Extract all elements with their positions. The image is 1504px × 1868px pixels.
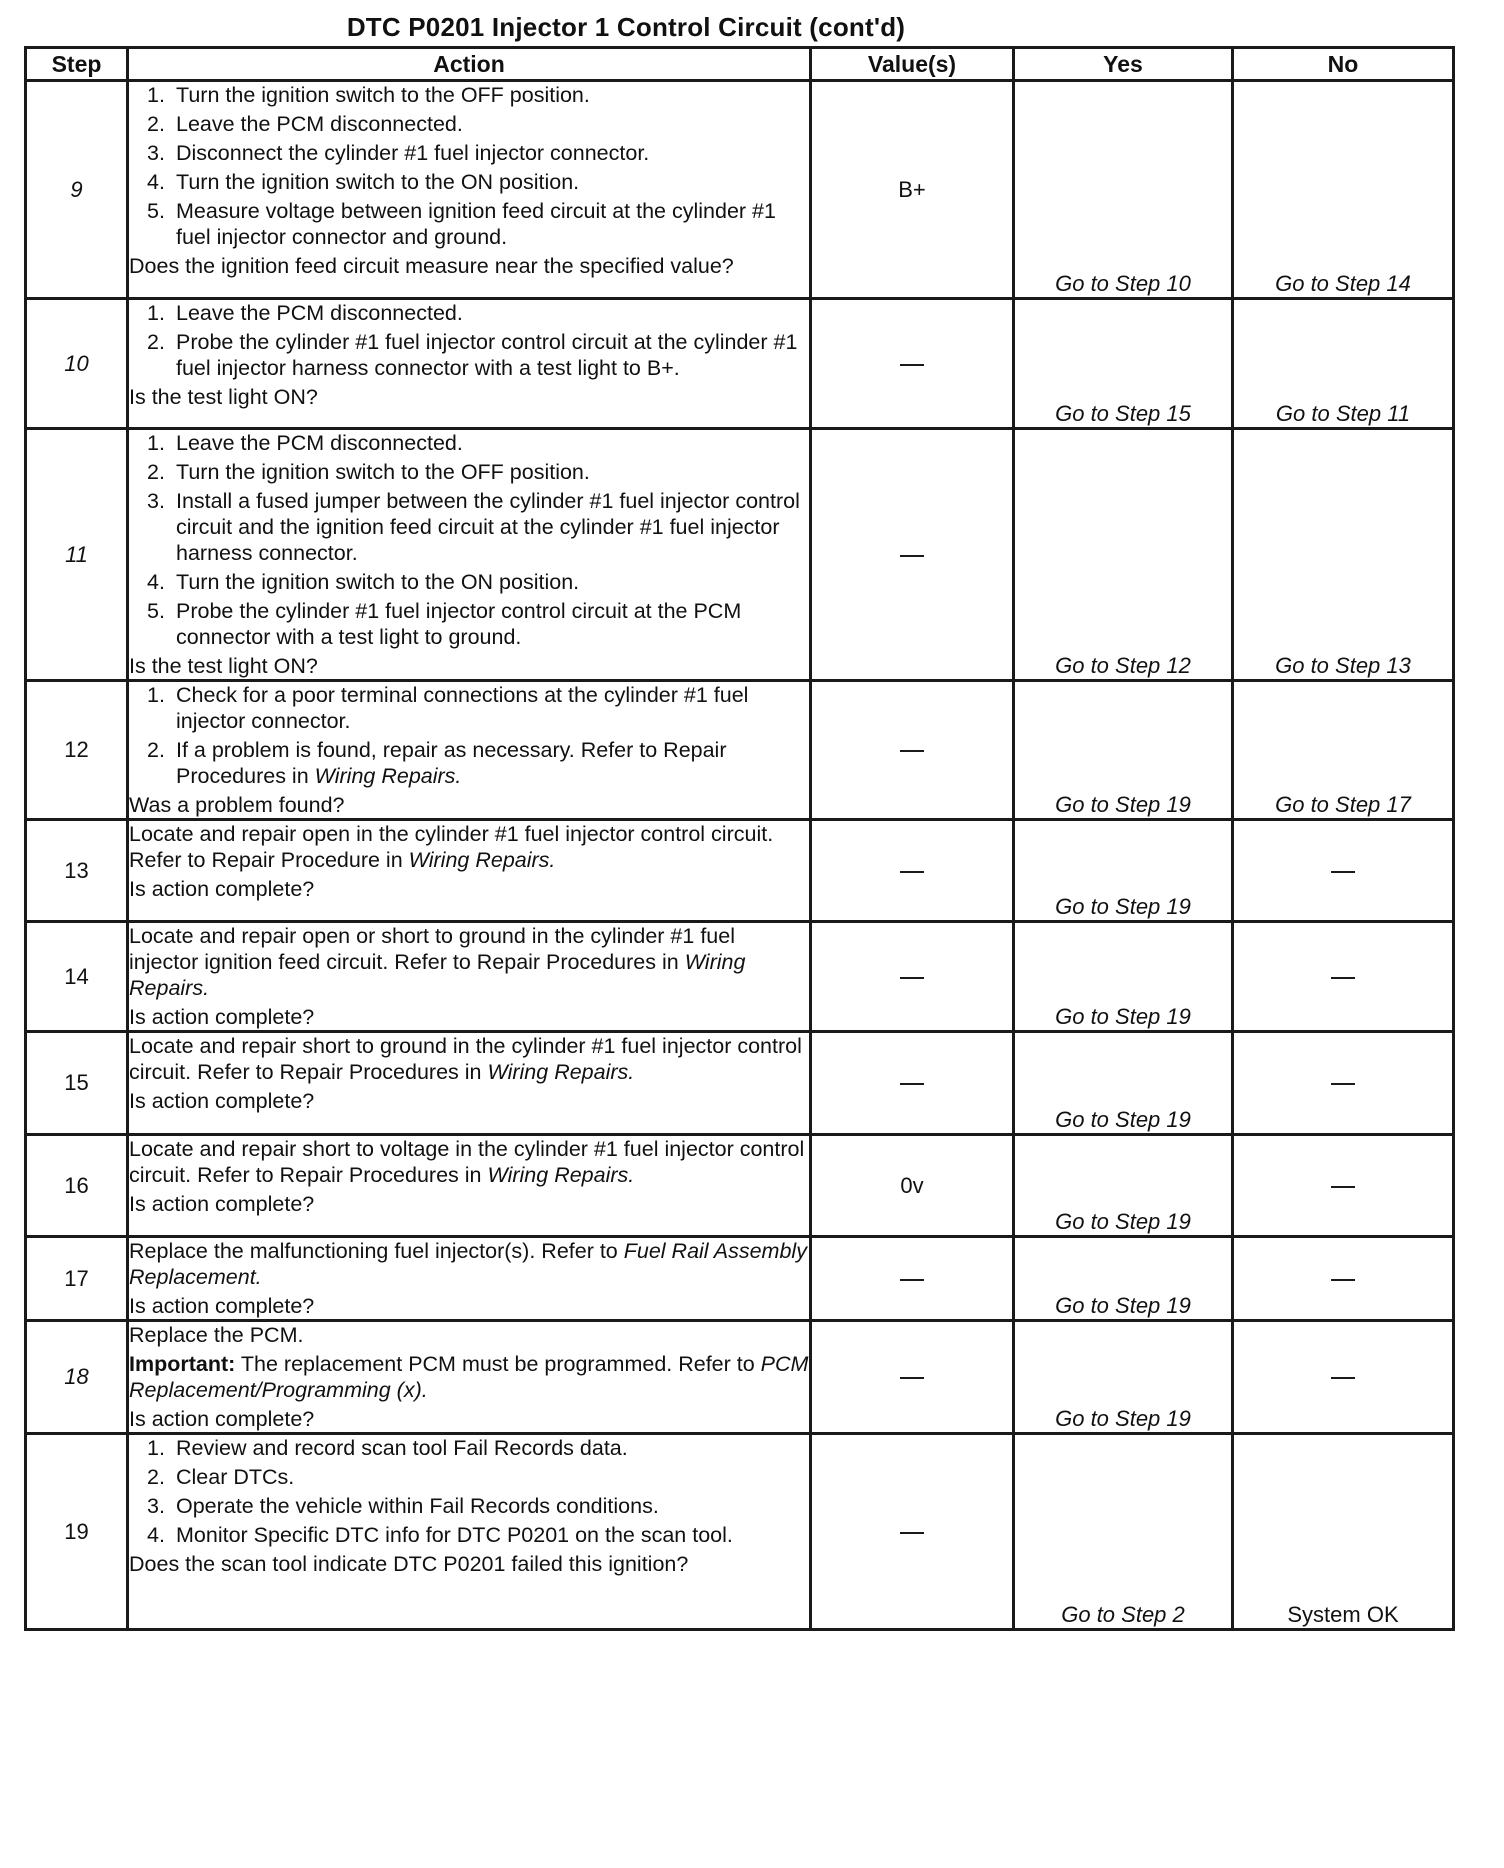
dash-mark — [900, 364, 924, 366]
action-question: Does the scan tool indicate DTC P0201 failed this ignition? — [129, 1552, 689, 1576]
dash-mark — [1331, 1377, 1355, 1379]
action-text: Replace the PCM. — [129, 1323, 304, 1347]
action-step: 1. Turn the ignition switch to the OFF position. — [147, 83, 590, 107]
action-cell — [128, 1321, 811, 1434]
diagnostic-table — [24, 46, 1455, 1631]
action-cell — [128, 1032, 811, 1135]
header-step: Step — [26, 48, 128, 81]
action-step: 2. Clear DTCs. — [147, 1465, 295, 1489]
dash-mark — [900, 1279, 924, 1281]
reference-link-text: Wiring Repairs. — [408, 848, 556, 872]
dash-mark — [1331, 977, 1355, 979]
yes-cell: Go to Step 19 — [1014, 681, 1233, 820]
no-cell: Go to Step 11 — [1233, 299, 1454, 429]
dash-mark — [1331, 871, 1355, 873]
action-text: Locate and repair short to ground in the cylinder #1 fuel injector control circuit. Refer to Repair Procedures in Wiring Repairs. — [129, 1034, 802, 1084]
value-cell — [811, 1032, 1014, 1135]
step-number: 9 — [26, 81, 128, 299]
value-cell — [811, 429, 1014, 681]
no-cell — [1233, 1321, 1454, 1434]
dash-mark — [900, 1532, 924, 1534]
value-cell — [811, 299, 1014, 429]
no-cell: Go to Step 17 — [1233, 681, 1454, 820]
action-step: 2. If a problem is found, repair as necessary. Refer to Repair Procedures in Wiring Repairs. — [147, 738, 727, 788]
step-number: 17 — [26, 1237, 128, 1321]
action-step: 2. Turn the ignition switch to the OFF position. — [147, 460, 590, 484]
action-cell — [128, 81, 811, 299]
dash-mark — [900, 750, 924, 752]
step-number: 18 — [26, 1321, 128, 1434]
action-cell — [128, 681, 811, 820]
header-action: Action — [128, 48, 811, 81]
action-question: Is action complete? — [129, 1089, 315, 1113]
table-row — [26, 681, 1454, 820]
step-number: 11 — [26, 429, 128, 681]
table-row — [26, 299, 1454, 429]
reference-link-text: Wiring Repairs. — [129, 950, 746, 1000]
action-steps — [129, 682, 809, 789]
yes-cell: Go to Step 19 — [1014, 1032, 1233, 1135]
no-cell — [1233, 922, 1454, 1032]
action-steps — [129, 1435, 809, 1548]
no-cell: Go to Step 14 — [1233, 81, 1454, 299]
action-steps — [129, 300, 809, 381]
yes-cell: Go to Step 2 — [1014, 1434, 1233, 1630]
action-step: 1. Leave the PCM disconnected. — [147, 431, 463, 455]
value-cell — [811, 681, 1014, 820]
value-cell — [811, 1434, 1014, 1630]
dash-mark — [900, 871, 924, 873]
action-step: 3. Operate the vehicle within Fail Records conditions. — [147, 1494, 659, 1518]
table-row — [26, 1032, 1454, 1135]
action-cell — [128, 429, 811, 681]
action-text: Locate and repair short to voltage in the cylinder #1 fuel injector control circuit. Refer to Repair Procedures in Wiring Repairs. — [129, 1137, 805, 1187]
reference-link-text: Wiring Repairs. — [487, 1060, 635, 1084]
table-row — [26, 81, 1454, 299]
reference-link-text: Wiring Repairs. — [487, 1163, 635, 1187]
dash-mark — [900, 977, 924, 979]
table-header-row — [26, 48, 1454, 81]
yes-cell: Go to Step 10 — [1014, 81, 1233, 299]
action-step: 4. Monitor Specific DTC info for DTC P0201 on the scan tool. — [147, 1523, 733, 1547]
action-question: Does the ignition feed circuit measure near the specified value? — [129, 254, 734, 278]
action-question: Is action complete? — [129, 877, 315, 901]
step-number: 12 — [26, 681, 128, 820]
value-cell — [811, 922, 1014, 1032]
yes-cell: Go to Step 15 — [1014, 299, 1233, 429]
reference-link-text: Fuel Rail Assembly Replacement. — [129, 1239, 807, 1289]
no-cell — [1233, 1237, 1454, 1321]
table-row — [26, 1321, 1454, 1434]
dash-mark — [1331, 1279, 1355, 1281]
value-cell — [811, 1321, 1014, 1434]
action-text: Locate and repair open or short to ground in the cylinder #1 fuel injector ignition feed circuit. Refer to Repair Procedures in Wiring Repairs. — [129, 924, 746, 1000]
action-step: 1. Check for a poor terminal connections at the cylinder #1 fuel injector connector. — [147, 683, 749, 733]
action-step: 1. Leave the PCM disconnected. — [147, 301, 463, 325]
action-cell — [128, 922, 811, 1032]
table-row — [26, 820, 1454, 922]
action-question: Is action complete? — [129, 1294, 315, 1318]
table-row — [26, 922, 1454, 1032]
dash-mark — [900, 555, 924, 557]
no-cell — [1233, 1135, 1454, 1237]
action-cell — [128, 1237, 811, 1321]
step-number: 15 — [26, 1032, 128, 1135]
no-cell — [1233, 820, 1454, 922]
yes-cell: Go to Step 19 — [1014, 1321, 1233, 1434]
table-row — [26, 1135, 1454, 1237]
action-steps — [129, 82, 809, 250]
action-step: 5. Probe the cylinder #1 fuel injector control circuit at the PCM connector with a test light to ground. — [147, 599, 742, 649]
header-yes: Yes — [1014, 48, 1233, 81]
action-cell — [128, 820, 811, 922]
action-question: Is action complete? — [129, 1407, 315, 1431]
important-label: Important: — [129, 1352, 236, 1376]
action-step: 4. Turn the ignition switch to the ON position. — [147, 570, 580, 594]
step-number: 13 — [26, 820, 128, 922]
header-value: Value(s) — [811, 48, 1014, 81]
yes-cell: Go to Step 19 — [1014, 1237, 1233, 1321]
action-step: 4. Turn the ignition switch to the ON position. — [147, 170, 580, 194]
no-cell: Go to Step 13 — [1233, 429, 1454, 681]
action-cell — [128, 299, 811, 429]
action-question: Is the test light ON? — [129, 654, 318, 678]
action-steps — [129, 430, 809, 650]
table-row — [26, 1434, 1454, 1630]
dash-mark — [900, 1083, 924, 1085]
dash-mark — [900, 1377, 924, 1379]
value-cell: 0v — [811, 1135, 1014, 1237]
action-step: 5. Measure voltage between ignition feed circuit at the cylinder #1 fuel injector connector and ground. — [147, 199, 776, 249]
table-row — [26, 429, 1454, 681]
document-title: DTC P0201 Injector 1 Control Circuit (cont'd) — [346, 12, 906, 42]
step-number: 19 — [26, 1434, 128, 1630]
action-cell — [128, 1135, 811, 1237]
yes-cell: Go to Step 12 — [1014, 429, 1233, 681]
no-cell — [1233, 1032, 1454, 1135]
action-question: Is action complete? — [129, 1192, 315, 1216]
value-cell — [811, 820, 1014, 922]
action-text: Replace the malfunctioning fuel injector(s). Refer to Fuel Rail Assembly Replacement. — [129, 1239, 807, 1289]
action-cell — [128, 1434, 811, 1630]
action-step: 2. Probe the cylinder #1 fuel injector control circuit at the cylinder #1 fuel injector harness connector with a test light to B+. — [147, 330, 798, 380]
dash-mark — [1331, 1083, 1355, 1085]
yes-cell: Go to Step 19 — [1014, 1135, 1233, 1237]
reference-link-text: PCM Replacement/Programming (x). — [129, 1352, 809, 1402]
reference-link-text: Wiring Repairs. — [314, 764, 462, 788]
important-note: Important: The replacement PCM must be programmed. Refer to PCM Replacement/Programming (x). — [129, 1352, 809, 1402]
value-cell — [811, 1237, 1014, 1321]
step-number: 10 — [26, 299, 128, 429]
table-row — [26, 1237, 1454, 1321]
step-number: 16 — [26, 1135, 128, 1237]
action-question: Was a problem found? — [129, 793, 345, 817]
action-step: 1. Review and record scan tool Fail Records data. — [147, 1436, 628, 1460]
step-number: 14 — [26, 922, 128, 1032]
action-question: Is action complete? — [129, 1005, 315, 1029]
yes-cell: Go to Step 19 — [1014, 820, 1233, 922]
dash-mark — [1331, 1186, 1355, 1188]
action-step: 3. Install a fused jumper between the cylinder #1 fuel injector control circuit and the ignition feed circuit at the cylinder #1 fuel injector harness connector. — [147, 489, 800, 565]
no-cell: System OK — [1233, 1434, 1454, 1630]
header-no: No — [1233, 48, 1454, 81]
action-question: Is the test light ON? — [129, 385, 318, 409]
yes-cell: Go to Step 19 — [1014, 922, 1233, 1032]
action-step: 2. Leave the PCM disconnected. — [147, 112, 463, 136]
action-text: Locate and repair open in the cylinder #1 fuel injector control circuit. Refer to Repair Procedure in Wiring Repairs. — [129, 822, 774, 872]
action-step: 3. Disconnect the cylinder #1 fuel injector connector. — [147, 141, 650, 165]
value-cell: B+ — [811, 81, 1014, 299]
